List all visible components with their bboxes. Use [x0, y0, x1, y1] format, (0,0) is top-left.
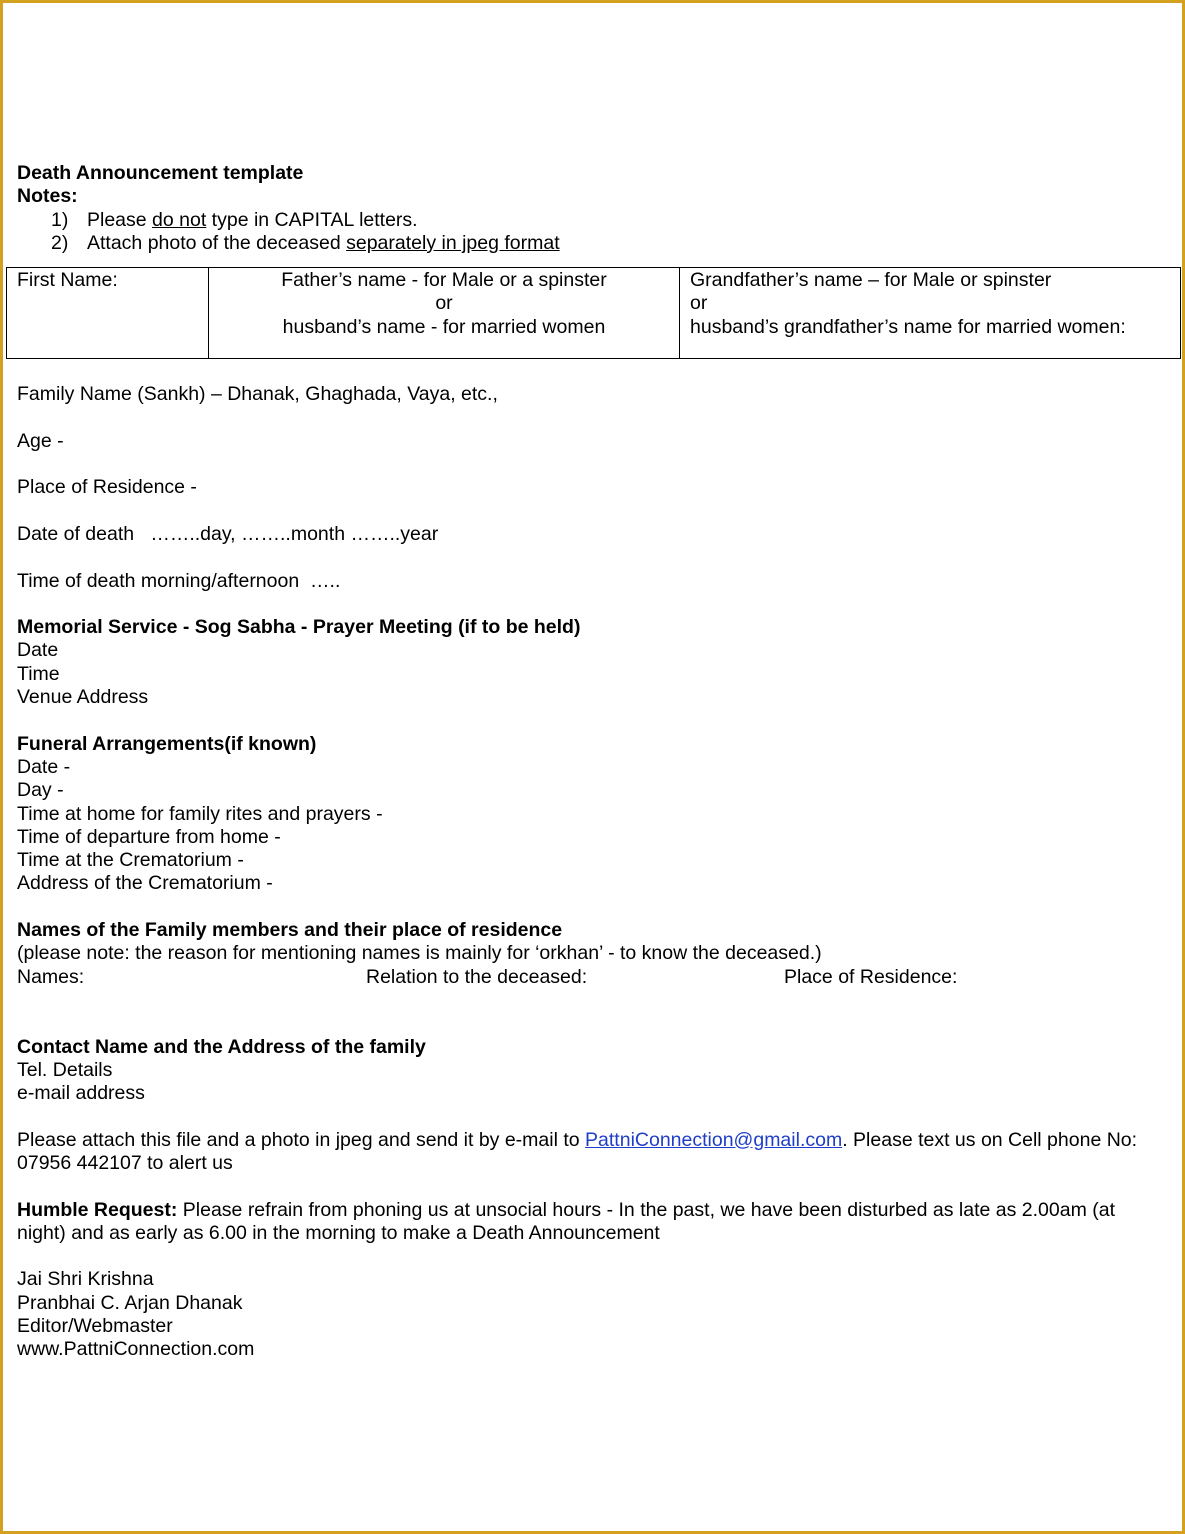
note-text: Attach photo of the deceased: [87, 231, 347, 254]
document-body: [17, 162, 1169, 1362]
husbands-name-label: husband’s name - for married women: [282, 315, 606, 338]
send-text: Please attach this file and a photo in jpeg and send it by e-mail to: [17, 1128, 586, 1151]
funeral-date: Date -: [17, 755, 71, 778]
signoff-name: Pranbhai C. Arjan Dhanak: [17, 1291, 243, 1314]
first-name-cell: [7, 268, 209, 359]
note-text: type in CAPITAL letters.: [206, 208, 418, 231]
funeral-departure: Time of departure from home -: [17, 825, 281, 848]
date-of-death-field: Date of death ……..day, ……..month ……..year: [17, 522, 439, 545]
residence-column-label: Place of Residence:: [784, 965, 958, 988]
note-number: 1): [51, 208, 69, 231]
residence-field: Place of Residence -: [17, 476, 197, 499]
fathers-name-cell: [209, 268, 680, 359]
name-table-row: [7, 268, 1181, 359]
contact-tel: Tel. Details: [17, 1058, 113, 1081]
family-members-heading: Names of the Family members and their place of residence: [17, 919, 563, 942]
funeral-home-rites: Time at home for family rites and prayers -: [17, 802, 383, 825]
send-instructions: [17, 1129, 1169, 1176]
funeral-crematorium-time: Time at the Crematorium -: [17, 849, 244, 872]
time-of-death-field: Time of death morning/afternoon …..: [17, 569, 341, 592]
family-members-note: (please note: the reason for mentioning names is mainly for ‘orkhan’ - to know the deceased.): [17, 942, 822, 965]
names-column-label: Names:: [17, 965, 85, 988]
note-item-2: [17, 232, 1169, 255]
memorial-time: Time: [17, 662, 60, 685]
note-item-1: [17, 209, 1169, 232]
note-text: Please: [87, 208, 153, 231]
signoff-greeting: Jai Shri Krishna: [17, 1268, 154, 1291]
funeral-heading: Funeral Arrangements(if known): [17, 732, 317, 755]
husbands-grandfather-label: husband’s grandfather’s name for married women:: [690, 315, 1126, 338]
notes-heading: Notes:: [17, 185, 78, 208]
signoff-website: www.PattniConnection.com: [17, 1338, 255, 1361]
request-text: Please refrain from phoning us at unsocial hours - In the past, we have been disturbed as late as 2.00am (at night) and as early as 6.00 in the morning to make a Death Announcement: [17, 1198, 1115, 1244]
funeral-crematorium-address: Address of the Crematorium -: [17, 872, 273, 895]
signoff-role: Editor/Webmaster: [17, 1315, 173, 1338]
note-emphasis: separately in jpeg format: [346, 231, 560, 254]
humble-request: [17, 1199, 1169, 1246]
request-label: Humble Request:: [17, 1198, 178, 1221]
relation-column-label: Relation to the deceased:: [366, 965, 588, 988]
document-title: Death Announcement template: [17, 162, 304, 184]
name-table: [6, 267, 1181, 359]
family-members-columns: [17, 966, 1169, 989]
contact-heading: Contact Name and the Address of the family: [17, 1035, 426, 1058]
email-link[interactable]: PattniConnection@gmail.com: [585, 1128, 843, 1151]
age-field: Age -: [17, 429, 64, 452]
memorial-venue: Venue Address: [17, 686, 149, 709]
funeral-day: Day -: [17, 779, 64, 802]
memorial-heading: Memorial Service - Sog Sabha - Prayer Meeting (if to be held): [17, 616, 581, 639]
contact-email: e-mail address: [17, 1082, 145, 1105]
send-text-after: . Please text us on Cell phone No: 07956 442107 to alert us: [17, 1128, 1138, 1174]
note-number: 2): [51, 231, 69, 254]
fathers-name-label: Father’s name - for Male or a spinster: [281, 269, 607, 292]
note-emphasis: do not: [152, 208, 207, 231]
memorial-date: Date: [17, 639, 59, 662]
grandfathers-name-cell: [680, 268, 1181, 359]
grandfathers-name-label: Grandfather’s name – for Male or spinster: [690, 269, 1052, 292]
family-name-field: Family Name (Sankh) – Dhanak, Ghaghada, Vaya, etc.,: [17, 383, 498, 406]
grandfathers-name-or: or: [690, 292, 708, 315]
fathers-name-or: or: [435, 292, 453, 315]
first-name-label: First Name:: [17, 269, 118, 292]
